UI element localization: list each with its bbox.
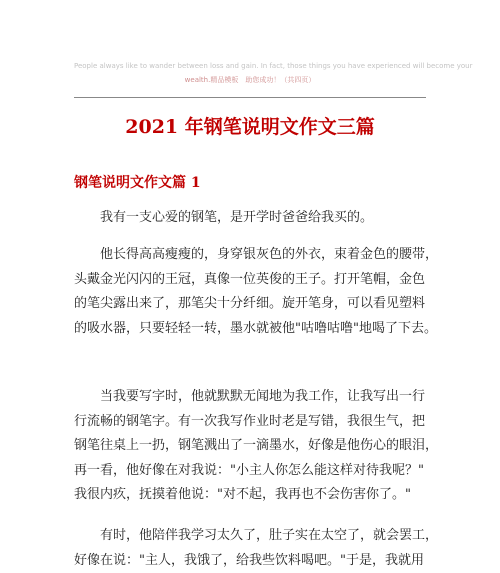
page-header xyxy=(74,59,426,87)
paragraph-line: 好像在说："主人，我饿了，给我些饮料喝吧。"于是，我就用 xyxy=(74,549,426,573)
header-template-line: wealth.精品模板 助您成功！（共四页） xyxy=(74,73,426,87)
paragraph-line: 他长得高高瘦瘦的，身穿银灰色的外衣，束着金色的腰带， xyxy=(74,243,426,268)
paragraph-line: 我很内疚，抚摸着他说："对不起，我再也不会伤害你了。" xyxy=(74,483,426,508)
header-english-line: People always like to wander between loss and gain. In fact, those things you have experienced will become your xyxy=(74,59,426,73)
paragraph-3 xyxy=(74,385,426,508)
document-title: 2021 年钢笔说明文作文三篇 xyxy=(0,114,500,140)
section-title: 钢笔说明文作文篇 1 xyxy=(74,173,201,193)
paragraph-line: 钢笔往桌上一扔，钢笔溅出了一滴墨水，好像是他伤心的眼泪， xyxy=(74,434,426,459)
paragraph-line: 有时，他陪伴我学习太久了，肚子实在太空了，就会罢工， xyxy=(74,524,426,549)
paragraph-1 xyxy=(74,206,426,231)
paragraph-line: 的吸水器，只要轻轻一转，墨水就被他"咕噜咕噜"地喝了下去。 xyxy=(74,317,426,342)
paragraph-line: 头戴金光闪闪的王冠，真像一位英俊的王子。打开笔帽，金色 xyxy=(74,268,426,293)
paragraph-2 xyxy=(74,243,426,341)
paragraph-line: 的笔尖露出来了，那笔尖十分纤细。旋开笔身，可以看见塑料 xyxy=(74,292,426,317)
paragraph-line: 再一看，他好像在对我说："小主人你怎么能这样对待我呢？" xyxy=(74,459,426,484)
paragraph-line: 当我要写字时，他就默默无闻地为我工作，让我写出一行 xyxy=(74,385,426,410)
paragraph-line: 我有一支心爱的钢笔，是开学时爸爸给我买的。 xyxy=(74,206,426,231)
paragraph-line: 行流畅的钢笔字。有一次我写作业时老是写错，我很生气，把 xyxy=(74,410,426,435)
header-divider xyxy=(74,97,426,98)
